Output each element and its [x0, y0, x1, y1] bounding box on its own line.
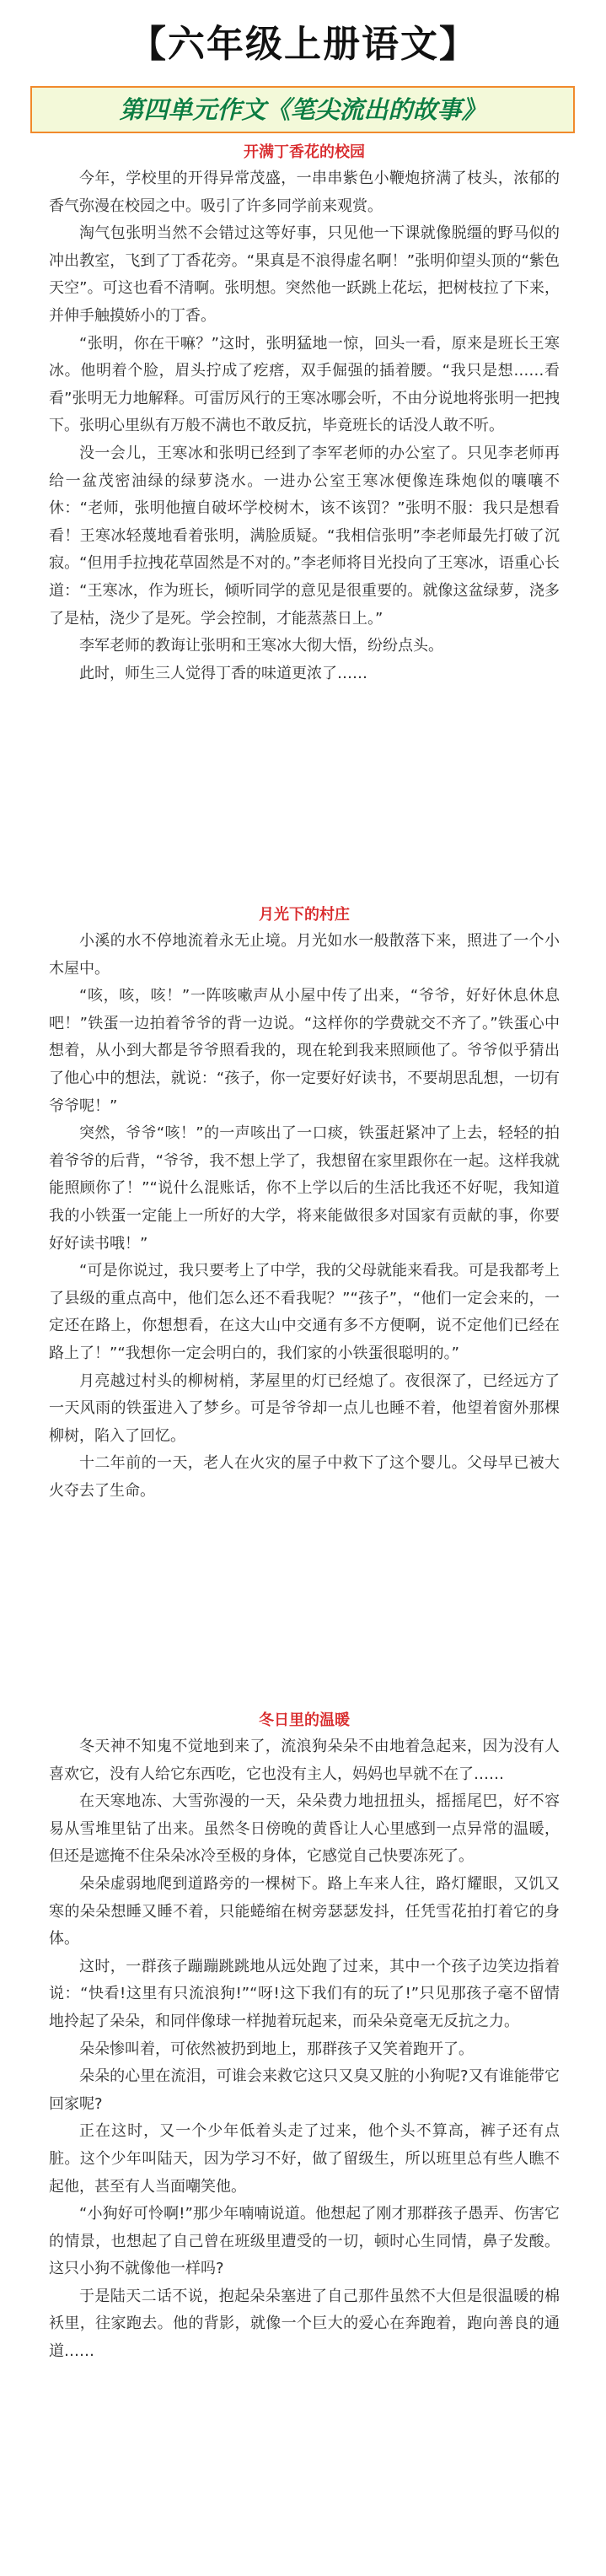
- story-paragraph: 没一会儿，王寒冰和张明已经到了李军老师的办公室了。只见李老师再给一盆茂密油绿的绿萝浇水。一进办公室王寒冰便像连珠炮似的嚷嚷不休：“老师，张明他擅自破坏学校树木，该不该罚？”张明不服：我只是想看看！王寒冰轻蔑地看着张明，满脸质疑。“我相信张明”李老师最先打破了沉寂。“但用手拉拽花草固然是不对的。”李老师将目光投向了王寒冰，语重心长道：“王寒冰，作为班长，倾听同学的意见是很重要的。就像这盆绿萝，浇多了是枯，浇少了是死。学会控制，才能蒸蒸日上。”: [49, 444, 560, 628]
- story-paragraph: 淘气包张明当然不会错过这等好事，只见他一下课就像脱缰的野马似的冲出教室，飞到了丁香花旁。“果真是不浪得虚名啊！”张明仰望头顶的“紫色天空”。可这也看不清啊。张明想。突然他一跃跳上花坛，把树枝拉了下来，并伸手触摸娇小的丁香。: [49, 224, 560, 325]
- story-paragraph: 朵朵惨叫着，可依然被扔到地上，那群孩子又笑着跑开了。: [79, 2040, 474, 2058]
- story-paragraph: “咳，咳，咳！”一阵咳嗽声从小屋中传了出来，“爷爷，好好休息休息吧！”铁蛋一边拍着爷爷的背一边说。“这样你的学费就交不齐了。”铁蛋心中想着，从小到大都是爷爷照看我的，现在轮到我来照顾他了。爷爷似乎猜出了他心中的想法，就说：“孩子，你一定要好好读书，不要胡思乱想，一切有爷爷呢！”: [49, 987, 560, 1115]
- story-title: 冬日里的温暖: [259, 1711, 350, 1729]
- story-title: 开满丁香花的校园: [244, 143, 365, 161]
- story-paragraph: “张明，你在干嘛？”这时，张明猛地一惊，回头一看，原来是班长王寒冰。他明着个脸，眉头拧成了疙瘩，双手倔强的插着腰。“我只是想……看看”张明无力地解释。可雷厉风行的王寒冰哪会听，不由分说地将张明一把拽下。张明心里纵有万般不满也不敢反抗，毕竟班长的话没人敢不听。: [49, 334, 560, 435]
- story-3: [49, 1708, 560, 2366]
- unit-subtitle-banner: 第四单元作文《笔尖流出的故事》: [30, 86, 575, 133]
- story-paragraph: 月亮越过村头的柳树梢，茅屋里的灯已经熄了。夜很深了，已经远方了一天风雨的铁蛋进入了梦乡。可是爷爷却一点儿也睡不着，他望着窗外那棵柳树，陷入了回忆。: [49, 1372, 560, 1445]
- story-paragraph: “小狗好可怜啊!”那少年喃喃说道。他想起了刚才那群孩子愚弄、伤害它的情景，也想起了自己曾在班级里遭受的一切，顿时心生同情，鼻子发酸。这只小狗不就像他一样吗?: [49, 2205, 560, 2278]
- story-2: [49, 903, 560, 1505]
- story-paragraph: 于是陆天二话不说，抱起朵朵塞进了自己那件虽然不大但是很温暖的棉袄里，往家跑去。他的背影，就像一个巨大的爱心在奔跑着，跑向善良的通道……: [49, 2287, 560, 2361]
- story-paragraph: 小溪的水不停地流着永无止境。月光如水一般散落下来，照进了一个小木屋中。: [49, 932, 560, 978]
- story-paragraph: 朵朵的心里在流泪，可谁会来救它这只又臭又脏的小狗呢?又有谁能带它回家呢?: [49, 2067, 560, 2113]
- story-paragraph: 李军老师的教诲让张明和王寒冰大彻大悟，纷纷点头。: [79, 637, 443, 655]
- story-paragraph: 此时，师生三人觉得丁香的味道更浓了……: [79, 664, 367, 682]
- story-paragraph: 正在这时，又一个少年低着头走了过来，他个头不算高，裤子还有点脏。这个少年叫陆天，因为学习不好，做了留级生，所以班里总有些人瞧不起他，甚至有人当面嘲笑他。: [49, 2122, 560, 2196]
- story-paragraph: 朵朵虚弱地爬到道路旁的一棵树下。路上车来人往，路灯耀眼，又饥又寒的朵朵想睡又睡不着，只能蜷缩在树旁瑟瑟发抖，任凭雪花拍打着它的身体。: [49, 1874, 560, 1948]
- story-paragraph: 十二年前的一天，老人在火灾的屋子中救下了这个婴儿。父母早已被大火夺去了生命。: [49, 1454, 560, 1500]
- story-paragraph: 这时，一群孩子蹦蹦跳跳地从远处跑了过来，其中一个孩子边笑边指着说：“快看!这里有只流浪狗!”“呀!这下我们有的玩了!”只见那孩子毫不留情地拎起了朵朵，和同伴像球一样抛着玩起来，而朵朵竟毫无反抗之力。: [49, 1957, 560, 2030]
- story-paragraph: 今年，学校里的开得异常茂盛，一串串紫色小鞭炮挤满了枝头，浓郁的香气弥漫在校园之中。吸引了许多同学前来观赏。: [49, 170, 560, 215]
- story-1: [49, 140, 560, 687]
- story-paragraph: “可是你说过，我只要考上了中学，我的父母就能来看我。可是我都考上了县级的重点高中，他们怎么还不看我呢？”“孩子”，“他们一定会来的，一定还在路上，你想想看，在这大山中交通有多不方便啊，说不定他们已经在路上了！”“我想你一定会明白的，我们家的小铁蛋很聪明的。”: [49, 1262, 560, 1362]
- page-title: 【六年级上册语文】: [129, 23, 478, 66]
- story-title: 月光下的村庄: [259, 906, 350, 924]
- story-paragraph: 冬天神不知鬼不觉地到来了，流浪狗朵朵不由地着急起来，因为没有人喜欢它，没有人给它东西吃，它也没有主人，妈妈也早就不在了……: [49, 1738, 560, 1783]
- story-paragraph: 在天寒地冻、大雪弥漫的一天，朵朵费力地扭扭头，摇摇尾巴，好不容易从雪堆里钻了出来。虽然冬日傍晚的黄昏让人心里感到一点异常的温暖，但还是遮掩不住朵朵冰冷至极的身体，它感觉自己快要冻死了。: [49, 1792, 560, 1866]
- story-paragraph: 突然，爷爷“咳！”的一声咳出了一口痰，铁蛋赶紧冲了上去，轻轻的拍着爷爷的后背，“爷爷，我不想上学了，我想留在家里跟你在一起。这样我就能照顾你了！”“说什么混账话，你不上学以后的生活比我还不好呢，我知道我的小铁蛋一定能上一所好的大学，将来能做很多对国家有贡献的事，你要好好读书哦！”: [49, 1124, 560, 1253]
